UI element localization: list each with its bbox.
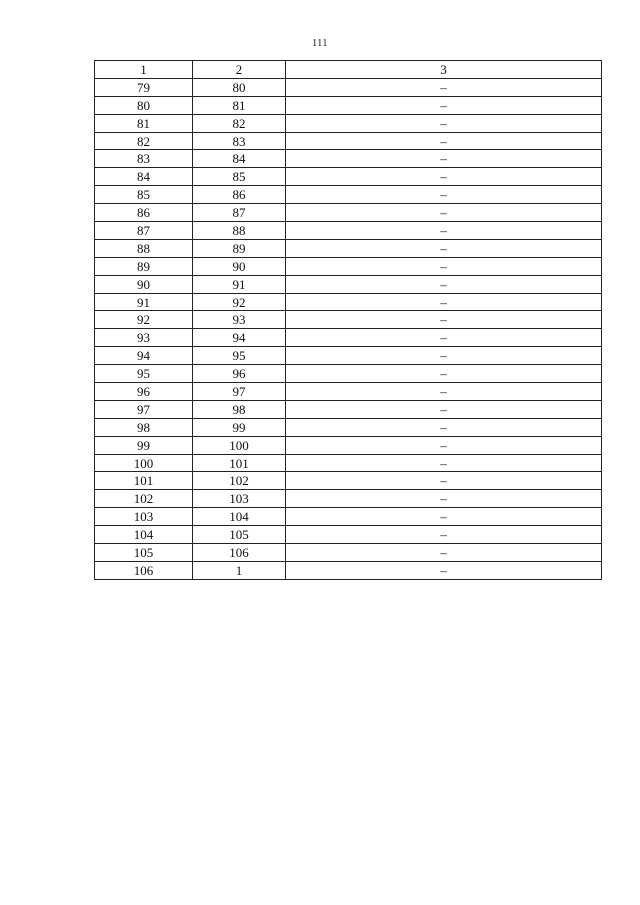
table-cell-col-3: – xyxy=(286,239,602,257)
table-row xyxy=(95,150,602,168)
table-row xyxy=(95,454,602,472)
table-cell-col-1: 104 xyxy=(95,526,193,544)
table-cell-col-1: 79 xyxy=(95,78,193,96)
table-cell-col-1: 100 xyxy=(95,454,193,472)
table-cell-col-3: – xyxy=(286,275,602,293)
table-row xyxy=(95,311,602,329)
table-row xyxy=(95,168,602,186)
table-cell-col-3: – xyxy=(286,311,602,329)
table-cell-col-1: 101 xyxy=(95,472,193,490)
table-cell-col-2: 103 xyxy=(193,490,286,508)
table-cell-col-3: – xyxy=(286,347,602,365)
table-row xyxy=(95,490,602,508)
table-cell-col-2: 92 xyxy=(193,293,286,311)
table-cell-col-2: 88 xyxy=(193,222,286,240)
table-cell-col-3: – xyxy=(286,257,602,275)
table-cell-col-3: – xyxy=(286,186,602,204)
table-cell-col-2: 106 xyxy=(193,544,286,562)
table-cell-col-2: 1 xyxy=(193,561,286,579)
table-header xyxy=(95,61,602,79)
table-cell-col-2: 105 xyxy=(193,526,286,544)
table-cell-col-3: – xyxy=(286,132,602,150)
table-cell-col-1: 90 xyxy=(95,275,193,293)
table-cell-col-3: – xyxy=(286,490,602,508)
table-cell-col-2: 89 xyxy=(193,239,286,257)
table-cell-col-2: 87 xyxy=(193,204,286,222)
table-cell-col-1: 85 xyxy=(95,186,193,204)
header-cell-1: 1 xyxy=(95,61,193,79)
table-row xyxy=(95,186,602,204)
table-row xyxy=(95,239,602,257)
table-cell-col-3: – xyxy=(286,526,602,544)
table-cell-col-1: 86 xyxy=(95,204,193,222)
table-row xyxy=(95,204,602,222)
table-row xyxy=(95,400,602,418)
table-row xyxy=(95,561,602,579)
table-cell-col-2: 102 xyxy=(193,472,286,490)
table-cell-col-2: 98 xyxy=(193,400,286,418)
table-cell-col-1: 97 xyxy=(95,400,193,418)
table-cell-col-2: 104 xyxy=(193,508,286,526)
table-cell-col-2: 83 xyxy=(193,132,286,150)
table-cell-col-2: 96 xyxy=(193,365,286,383)
table-cell-col-1: 106 xyxy=(95,561,193,579)
table-cell-col-1: 98 xyxy=(95,418,193,436)
table-cell-col-2: 95 xyxy=(193,347,286,365)
table-row xyxy=(95,508,602,526)
table-cell-col-1: 88 xyxy=(95,239,193,257)
table-cell-col-1: 82 xyxy=(95,132,193,150)
header-cell-3: 3 xyxy=(286,61,602,79)
table-cell-col-1: 95 xyxy=(95,365,193,383)
table-cell-col-3: – xyxy=(286,454,602,472)
table-cell-col-3: – xyxy=(286,204,602,222)
table-cell-col-2: 80 xyxy=(193,78,286,96)
header-row xyxy=(95,61,602,79)
table-cell-col-3: – xyxy=(286,400,602,418)
table-row xyxy=(95,347,602,365)
table-cell-col-3: – xyxy=(286,114,602,132)
table-cell-col-1: 102 xyxy=(95,490,193,508)
table-cell-col-3: – xyxy=(286,293,602,311)
table-row xyxy=(95,222,602,240)
table-row xyxy=(95,114,602,132)
table-cell-col-1: 83 xyxy=(95,150,193,168)
table-cell-col-3: – xyxy=(286,329,602,347)
table-cell-col-1: 80 xyxy=(95,96,193,114)
table-cell-col-1: 96 xyxy=(95,383,193,401)
table-cell-col-3: – xyxy=(286,436,602,454)
table-cell-col-2: 93 xyxy=(193,311,286,329)
table-cell-col-2: 100 xyxy=(193,436,286,454)
table-cell-col-1: 87 xyxy=(95,222,193,240)
table-row xyxy=(95,526,602,544)
table-cell-col-2: 97 xyxy=(193,383,286,401)
table-cell-col-2: 99 xyxy=(193,418,286,436)
table-row xyxy=(95,544,602,562)
table-cell-col-3: – xyxy=(286,561,602,579)
table-cell-col-1: 84 xyxy=(95,168,193,186)
table-row xyxy=(95,78,602,96)
table-cell-col-2: 86 xyxy=(193,186,286,204)
table-cell-col-1: 89 xyxy=(95,257,193,275)
table-cell-col-2: 82 xyxy=(193,114,286,132)
table-row xyxy=(95,472,602,490)
table-cell-col-3: – xyxy=(286,78,602,96)
table-cell-col-1: 91 xyxy=(95,293,193,311)
table-cell-col-1: 92 xyxy=(95,311,193,329)
table-cell-col-3: – xyxy=(286,96,602,114)
table-cell-col-2: 85 xyxy=(193,168,286,186)
table-cell-col-3: – xyxy=(286,222,602,240)
table-cell-col-2: 101 xyxy=(193,454,286,472)
table-row xyxy=(95,275,602,293)
table-cell-col-2: 90 xyxy=(193,257,286,275)
table-row xyxy=(95,132,602,150)
table-cell-col-1: 93 xyxy=(95,329,193,347)
header-cell-2: 2 xyxy=(193,61,286,79)
table-cell-col-2: 91 xyxy=(193,275,286,293)
table-cell-col-1: 105 xyxy=(95,544,193,562)
table-row xyxy=(95,96,602,114)
table-row xyxy=(95,365,602,383)
table-cell-col-1: 81 xyxy=(95,114,193,132)
table-row xyxy=(95,436,602,454)
table-cell-col-3: – xyxy=(286,150,602,168)
table-body xyxy=(95,78,602,579)
table-cell-col-1: 103 xyxy=(95,508,193,526)
table-cell-col-1: 94 xyxy=(95,347,193,365)
table-cell-col-3: – xyxy=(286,544,602,562)
table-cell-col-3: – xyxy=(286,508,602,526)
table-row xyxy=(95,329,602,347)
table-cell-col-3: – xyxy=(286,383,602,401)
table-cell-col-2: 94 xyxy=(193,329,286,347)
table-cell-col-2: 81 xyxy=(193,96,286,114)
data-table xyxy=(94,60,602,580)
table-cell-col-3: – xyxy=(286,365,602,383)
table-cell-col-2: 84 xyxy=(193,150,286,168)
table-row xyxy=(95,293,602,311)
table-cell-col-3: – xyxy=(286,168,602,186)
page-number: 111 xyxy=(312,38,328,49)
table-cell-col-1: 99 xyxy=(95,436,193,454)
table-cell-col-3: – xyxy=(286,472,602,490)
table-row xyxy=(95,257,602,275)
table-cell-col-3: – xyxy=(286,418,602,436)
table-row xyxy=(95,383,602,401)
table-row xyxy=(95,418,602,436)
